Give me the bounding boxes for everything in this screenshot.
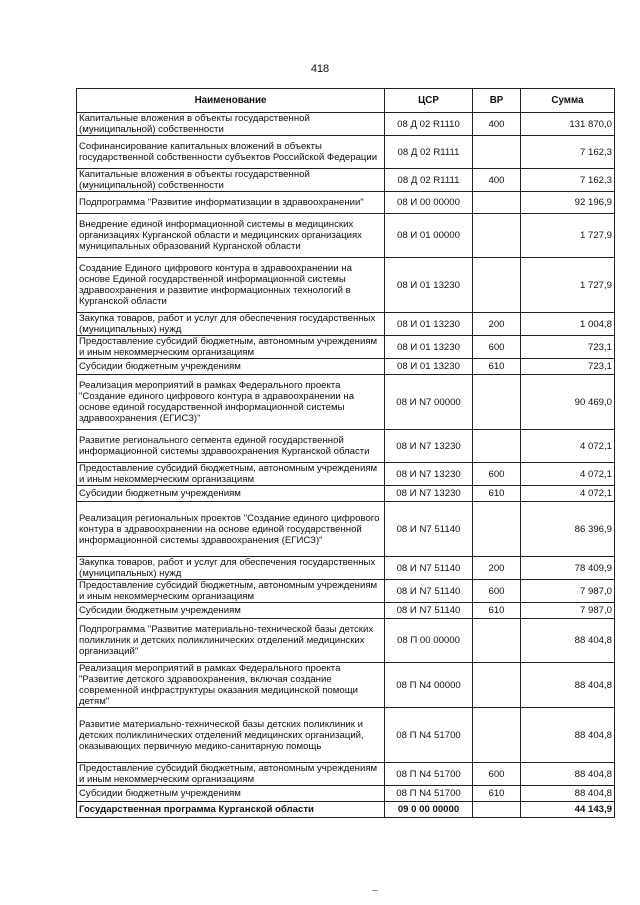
table-row-total [77,802,615,818]
cell-name: Субсидии бюджетным учреждениям [77,603,385,619]
table-header-row [77,89,615,113]
cell-name: Капитальные вложения в объекты государственной (муниципальной) собственности [77,113,385,136]
cell-name: Создание Единого цифрового контура в здравоохранении на основе Единой государственной информационной системы здравоохранения и развитие информационных технологий в Курганской области [77,258,385,313]
cell-name: Субсидии бюджетным учреждениям [77,359,385,375]
cell-name: Развитие материально-технической базы детских поликлиник и детских поликлинических отделений медицинских организаций, оказывающих первичную медико-санитарную помощь [77,708,385,763]
cell-sum: 92 196,9 [521,192,615,214]
cell-csr: 08 Д 02 R1111 [385,169,473,192]
header-name: Наименование [77,89,385,113]
cell-sum: 88 404,8 [521,786,615,802]
cell-csr: 08 И N7 51140 [385,580,473,603]
table-body [77,113,615,818]
cell-csr: 08 П 00 00000 [385,619,473,663]
cell-sum: 723,1 [521,359,615,375]
header-sum: Сумма [521,89,615,113]
cell-sum: 90 469,0 [521,375,615,430]
budget-table [76,88,615,818]
table-row [77,502,615,557]
cell-sum: 4 072,1 [521,486,615,502]
cell-csr: 08 П N4 51700 [385,786,473,802]
table-row [77,214,615,258]
cell-name: Капитальные вложения в объекты государственной (муниципальной) собственности [77,169,385,192]
table-row [77,463,615,486]
cell-vr [473,502,521,557]
cell-vr: 600 [473,763,521,786]
cell-vr [473,375,521,430]
cell-vr [473,663,521,708]
cell-vr [473,619,521,663]
cell-csr: 08 И 00 00000 [385,192,473,214]
cell-csr: 08 Д 02 R1111 [385,136,473,169]
cell-name: Софинансирование капитальных вложений в объекты государственной собственности субъектов Российской Федерации [77,136,385,169]
table-row [77,313,615,336]
cell-name: Предоставление субсидий бюджетным, автономным учреждениям и иным некоммерческим организациям [77,763,385,786]
cell-sum: 86 396,9 [521,502,615,557]
cell-sum: 4 072,1 [521,463,615,486]
cell-csr: 08 И N7 13230 [385,430,473,463]
page-number: 418 [310,63,330,75]
cell-vr: 200 [473,557,521,580]
cell-name: Государственная программа Курганской области [77,802,385,818]
cell-name: Подпрограмма "Развитие материально-технической базы детских поликлиник и детских поликлинических отделений медицинских организаций" [77,619,385,663]
cell-name: Предоставление субсидий бюджетным, автономным учреждениям и иным некоммерческим организациям [77,463,385,486]
table-row [77,192,615,214]
cell-sum: 723,1 [521,336,615,359]
table-row [77,708,615,763]
cell-name: Подпрограмма "Развитие информатизации в здравоохранении" [77,192,385,214]
table-row [77,663,615,708]
table-row [77,557,615,580]
cell-sum: 7 987,0 [521,603,615,619]
cell-vr: 400 [473,169,521,192]
cell-sum: 7 162,3 [521,136,615,169]
cell-vr: 610 [473,786,521,802]
cell-vr [473,192,521,214]
table-row [77,603,615,619]
cell-vr: 610 [473,359,521,375]
cell-csr: 08 И 01 00000 [385,214,473,258]
cell-sum: 88 404,8 [521,663,615,708]
cell-vr: 400 [473,113,521,136]
cell-name: Внедрение единой информационной системы в медицинских организациях Курганской области и медицинских организациях муниципальных образований Курганской области [77,214,385,258]
cell-sum: 1 727,9 [521,214,615,258]
table-row [77,763,615,786]
table-row [77,336,615,359]
cell-vr: 610 [473,603,521,619]
cell-sum: 1 727,9 [521,258,615,313]
cell-vr: 600 [473,463,521,486]
table-row [77,113,615,136]
cell-name: Реализация мероприятий в рамках Федерального проекта "Развитие детского здравоохранения, включая создание современной инфраструктуры оказания медицинской помощи детям" [77,663,385,708]
cell-vr [473,430,521,463]
cell-vr [473,214,521,258]
table-row [77,258,615,313]
cell-sum: 88 404,8 [521,619,615,663]
table-row [77,619,615,663]
cell-sum: 131 870,0 [521,113,615,136]
cell-vr: 200 [473,313,521,336]
table-row [77,580,615,603]
cell-name: Закупка товаров, работ и услуг для обеспечения государственных (муниципальных) нужд [77,557,385,580]
table-row [77,375,615,430]
cell-name: Субсидии бюджетным учреждениям [77,786,385,802]
cell-csr: 08 П N4 51700 [385,763,473,786]
cell-vr: 600 [473,580,521,603]
cell-csr: 08 И N7 51140 [385,603,473,619]
header-vr: ВР [473,89,521,113]
cell-sum: 1 004,8 [521,313,615,336]
table-row [77,136,615,169]
cell-csr: 08 Д 02 R1110 [385,113,473,136]
cell-name: Развитие регионального сегмента единой государственной информационной системы здравоохранения Курганской области [77,430,385,463]
cell-sum: 7 162,3 [521,169,615,192]
cell-name: Предоставление субсидий бюджетным, автономным учреждениям и иным некоммерческим организациям [77,580,385,603]
cell-csr: 08 И N7 13230 [385,486,473,502]
header-csr: ЦСР [385,89,473,113]
cell-vr [473,136,521,169]
table-row [77,430,615,463]
cell-sum: 7 987,0 [521,580,615,603]
cell-csr: 08 П N4 00000 [385,663,473,708]
cell-name: Предоставление субсидий бюджетным, автономным учреждениям и иным некоммерческим организациям [77,336,385,359]
cell-csr: 08 И 01 13230 [385,258,473,313]
cell-name: Реализация мероприятий в рамках Федерального проекта "Создание единого цифрового контура в здравоохранении на основе единой государственной информационной системы здравоохранения (ЕГИСЗ)" [77,375,385,430]
table-row [77,169,615,192]
cell-csr: 08 И 01 13230 [385,359,473,375]
scan-mark [372,890,378,891]
table-row [77,486,615,502]
cell-csr: 08 И N7 13230 [385,463,473,486]
cell-csr: 08 И N7 00000 [385,375,473,430]
cell-sum: 4 072,1 [521,430,615,463]
cell-csr: 09 0 00 00000 [385,802,473,818]
cell-sum: 78 409,9 [521,557,615,580]
cell-csr: 08 И 01 13230 [385,313,473,336]
cell-csr: 08 И 01 13230 [385,336,473,359]
table-row [77,359,615,375]
cell-vr [473,802,521,818]
cell-vr: 600 [473,336,521,359]
cell-sum: 44 143,9 [521,802,615,818]
cell-csr: 08 И N7 51140 [385,502,473,557]
table-row [77,786,615,802]
cell-sum: 88 404,8 [521,708,615,763]
cell-vr [473,258,521,313]
cell-name: Закупка товаров, работ и услуг для обеспечения государственных (муниципальных) нужд [77,313,385,336]
cell-sum: 88 404,8 [521,763,615,786]
cell-name: Реализация региональных проектов "Создание единого цифрового контура в здравоохранении на основе единой государственной информационной системы здравоохранения (ЕГИСЗ)" [77,502,385,557]
cell-name: Субсидии бюджетным учреждениям [77,486,385,502]
cell-csr: 08 И N7 51140 [385,557,473,580]
cell-csr: 08 П N4 51700 [385,708,473,763]
cell-vr: 610 [473,486,521,502]
cell-vr [473,708,521,763]
